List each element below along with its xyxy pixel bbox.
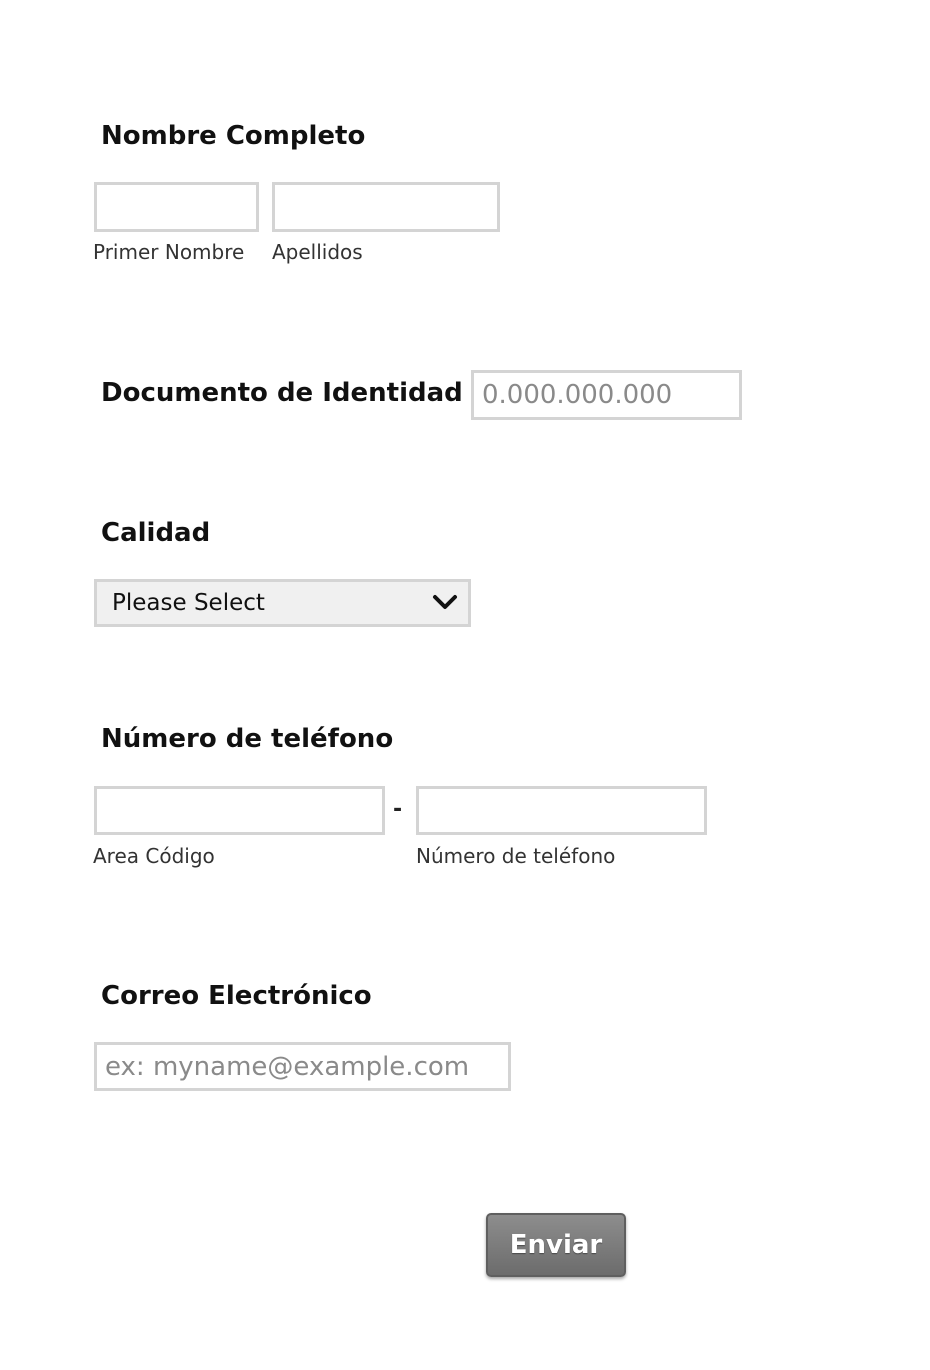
quality-label: Calidad <box>101 518 211 548</box>
email-label: Correo Electrónico <box>101 981 372 1011</box>
last-name-input[interactable] <box>272 182 500 232</box>
quality-select[interactable] <box>94 579 471 627</box>
id-document-input[interactable] <box>471 370 742 420</box>
last-name-sublabel: Apellidos <box>272 240 363 264</box>
submit-button[interactable]: Enviar <box>486 1213 626 1277</box>
phone-label: Número de teléfono <box>101 724 394 754</box>
first-name-sublabel: Primer Nombre <box>93 240 245 264</box>
email-input[interactable] <box>94 1042 511 1091</box>
chevron-down-icon <box>432 591 458 613</box>
full-name-label: Nombre Completo <box>101 121 366 151</box>
first-name-input[interactable] <box>94 182 259 232</box>
quality-select-value: Please Select <box>112 590 265 616</box>
phone-number-input[interactable] <box>416 786 707 835</box>
phone-separator: - <box>393 797 403 822</box>
phone-number-sublabel: Número de teléfono <box>416 844 616 868</box>
area-code-input[interactable] <box>94 786 385 835</box>
area-code-sublabel: Area Código <box>93 844 215 868</box>
id-document-label: Documento de Identidad <box>101 378 463 408</box>
